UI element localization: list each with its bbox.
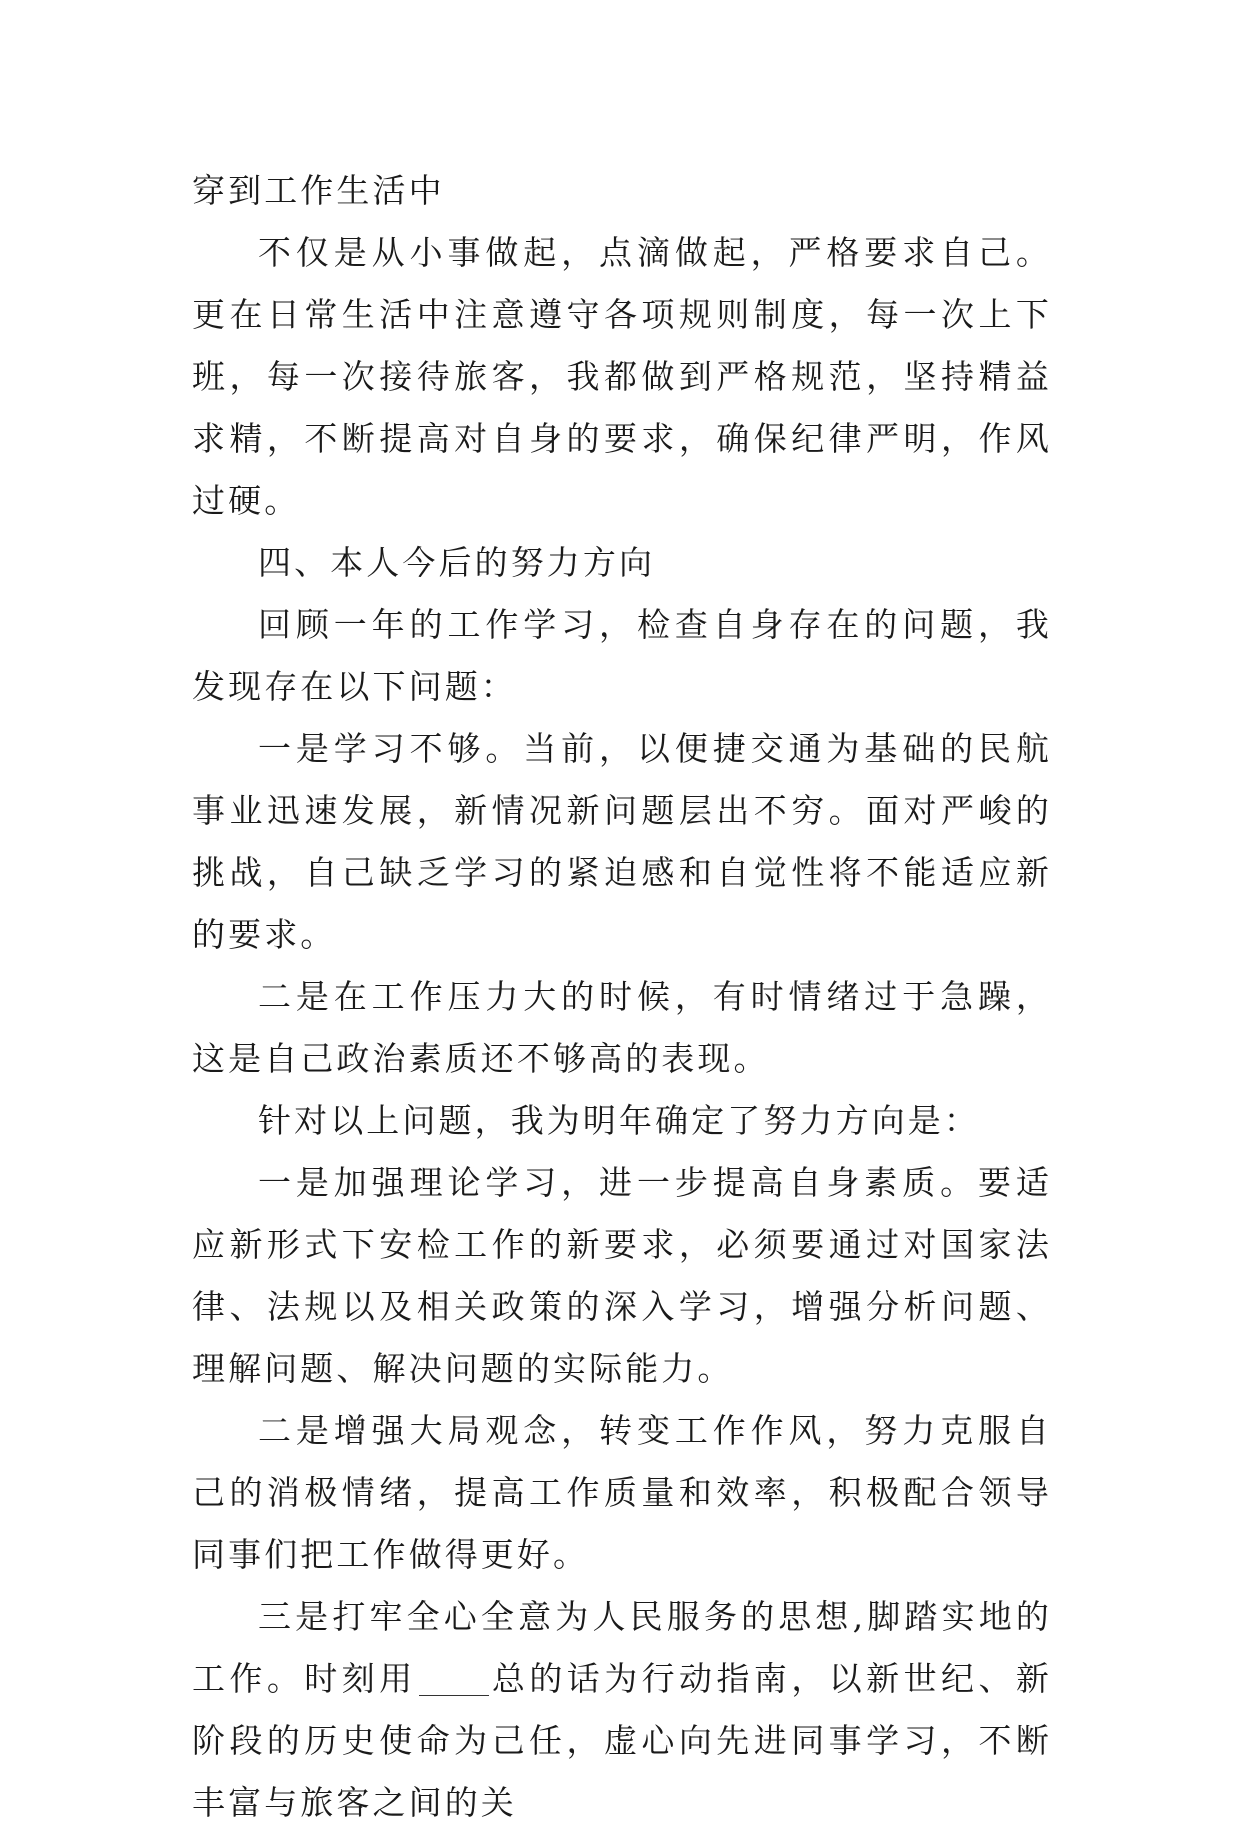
paragraph-direction-intro: 针对以上问题，我为明年确定了努力方向是： [258, 1101, 980, 1140]
paragraph-continuation: 穿到工作生活中 [192, 171, 445, 210]
section-heading-future-direction: 四、本人今后的努力方向 [258, 543, 656, 582]
paragraph-direction-three-part1: 三是打牢全心全意为人民服务的思想,脚踏实地的工作。时刻用 [192, 1597, 1052, 1698]
paragraph-problem-two: 二是在工作压力大的时候，有时情绪过于急躁，这是自己政治素质还不够高的表现。 [192, 977, 1052, 1078]
paragraph-review-problems: 回顾一年的工作学习，检查自身存在的问题，我发现存在以下问题： [192, 605, 1052, 706]
paragraph-strict-requirements: 不仅是从小事做起，点滴做起，严格要求自己。更在日常生活中注意遵守各项规则制度，每一次上下班，每一次接待旅客，我都做到严格规范，坚持精益求精，不断提高对自身的要求，确保纪律严明，作风过硬。 [192, 233, 1052, 520]
blank-underline [419, 1655, 489, 1696]
document-body [192, 160, 1052, 1834]
paragraph-direction-three-part2: 总的话为行动指南，以新世纪、新阶段的历史使命为己任，虚心向先进同事学习，不断丰富与旅客之间的关 [192, 1659, 1052, 1822]
paragraph-direction-one: 一是加强理论学习，进一步提高自身素质。要适应新形式下安检工作的新要求，必须要通过对国家法律、法规以及相关政策的深入学习，增强分析问题、理解问题、解决问题的实际能力。 [192, 1163, 1052, 1388]
paragraph-problem-one: 一是学习不够。当前，以便捷交通为基础的民航事业迅速发展，新情况新问题层出不穷。面对严峻的挑战，自己缺乏学习的紧迫感和自觉性将不能适应新的要求。 [192, 729, 1052, 954]
paragraph-direction-three [192, 1586, 1052, 1834]
paragraph-direction-two: 二是增强大局观念，转变工作作风，努力克服自己的消极情绪，提高工作质量和效率，积极配合领导同事们把工作做得更好。 [192, 1411, 1052, 1574]
